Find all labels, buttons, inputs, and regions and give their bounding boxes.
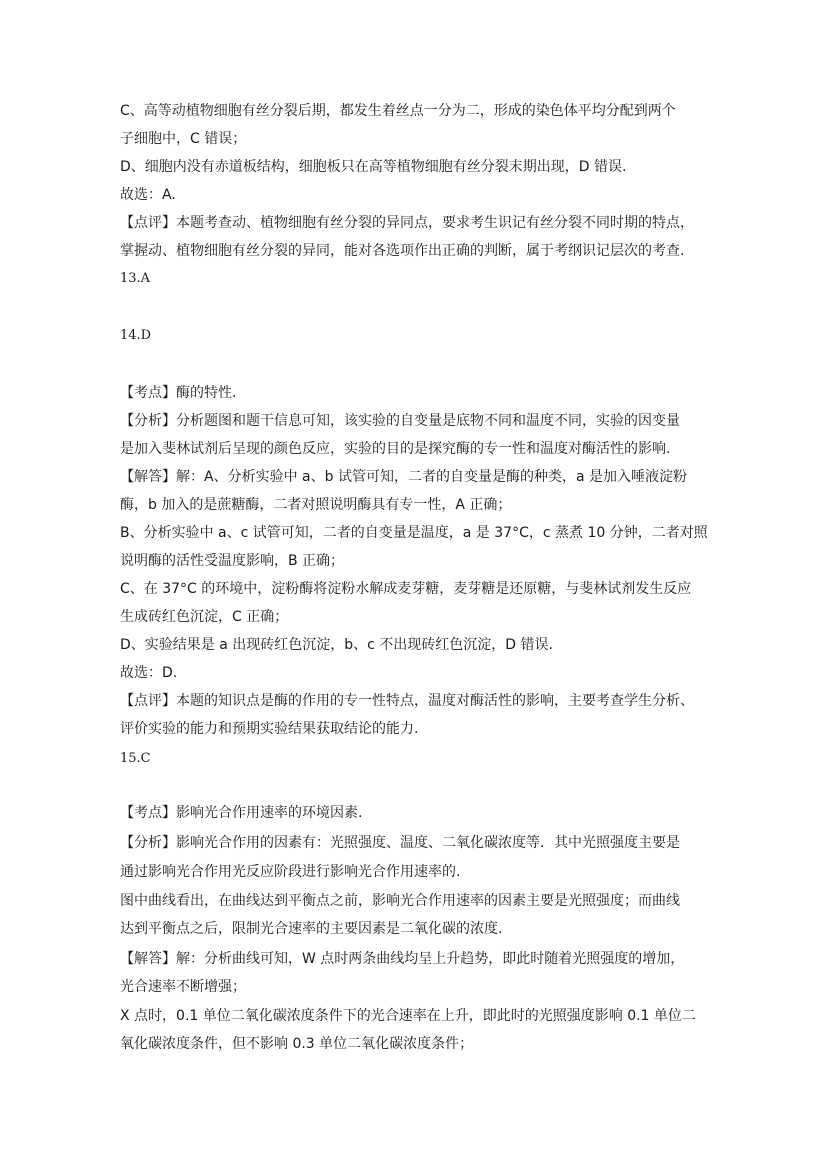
text-line: C、高等动植物细胞有丝分裂后期，都发生着丝点一分为二，形成的染色体平均分配到两个 xyxy=(120,103,676,119)
text-line: 光合速率不断增强； xyxy=(120,979,246,995)
text-line: 【考点】影响光合作用速率的环境因素. xyxy=(120,805,363,821)
text-line: 【分析】分析题图和题干信息可知，该实验的自变量是底物不同和温度不同，实验的因变量 xyxy=(120,413,680,429)
text-line: 氧化碳浓度条件，但不影响 0.3 单位二氧化碳浓度条件； xyxy=(120,1036,474,1052)
text-line: 【解答】解：A、分析实验中 a、b 试管可知，二者的自变量是酶的种类，a 是加入唾液淀粉 xyxy=(120,469,687,485)
text-line: B、分析实验中 a、c 试管可知，二者的自变量是温度，a 是 37°C，c 蒸煮 10 分钟，二者对照 xyxy=(120,525,708,541)
text-line: 【点评】本题考查动、植物细胞有丝分裂的异同点，要求考生识记有丝分裂不同时期的特点， xyxy=(120,215,694,231)
answer-number: 15.C xyxy=(120,751,151,766)
text-line: 是加入斐林试剂后呈现的颜色反应，实验的目的是探究酶的专一性和温度对酶活性的影响. xyxy=(120,441,671,457)
text-line: C、在 37°C 的环境中，淀粉酶将淀粉水解成麦芽糖，麦芽糖是还原糖，与斐林试剂发生反应 xyxy=(120,581,692,597)
text-line: 掌握动、植物细胞有丝分裂的异同，能对各选项作出正确的判断，属于考纲识记层次的考查. xyxy=(120,243,685,259)
text-line: 子细胞中，C 错误； xyxy=(120,131,247,147)
text-line: 评价实验的能力和预期实验结果获取结论的能力. xyxy=(120,721,419,737)
text-line: 故选：D. xyxy=(120,665,178,681)
text-line: 【点评】本题的知识点是酶的作用的专一性特点，温度对酶活性的影响，主要考查学生分析、 xyxy=(120,693,694,709)
text-line: 故选：A. xyxy=(120,187,176,203)
text-line: 达到平衡点之后，限制光合速率的主要因素是二氧化碳的浓度. xyxy=(120,921,503,937)
text-line: 说明酶的活性受温度影响，B 正确； xyxy=(120,553,345,569)
text-line: 【解答】解：分析曲线可知，W 点时两条曲线均呈上升趋势，即此时随着光照强度的增加， xyxy=(120,951,685,967)
text-line: 【分析】影响光合作用的因素有：光照强度、温度、二氧化碳浓度等．其中光照强度主要是 xyxy=(120,835,680,851)
answer-number: 13.A xyxy=(120,271,151,286)
text-line: D、实验结果是 a 出现砖红色沉淀，b、c 不出现砖红色沉淀，D 错误. xyxy=(120,637,553,653)
text-line: D、细胞内没有赤道板结构，细胞板只在高等植物细胞有丝分裂末期出现，D 错误. xyxy=(120,159,627,175)
answer-number: 14.D xyxy=(120,328,152,343)
text-line: 图中曲线看出，在曲线达到平衡点之前，影响光合作用速率的因素主要是光照强度；而曲线 xyxy=(120,893,680,909)
text-line: 生成砖红色沉淀，C 正确； xyxy=(120,609,289,625)
text-line: 酶，b 加入的是蔗糖酶，二者对照说明酶具有专一性，A 正确； xyxy=(120,497,512,513)
text-line: 通过影响光合作用光反应阶段进行影响光合作用速率的. xyxy=(120,864,461,880)
text-line: X 点时，0.1 单位二氧化碳浓度条件下的光合速率在上升，即此时的光照强度影响 0.1 单位二 xyxy=(120,1008,696,1024)
text-line: 【考点】酶的特性. xyxy=(120,385,237,401)
